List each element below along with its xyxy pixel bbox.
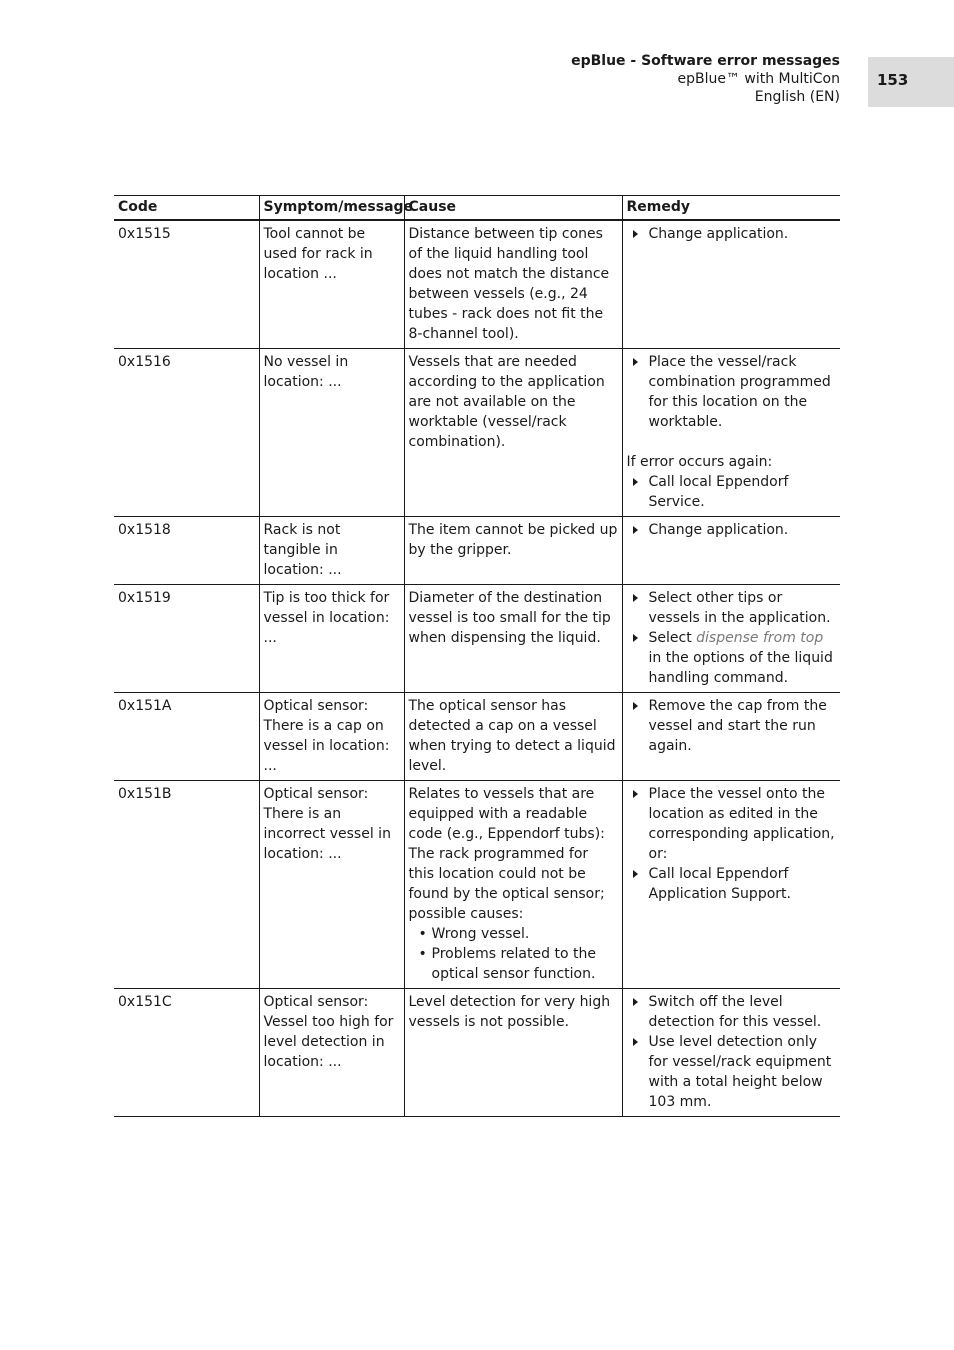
arrow-right-icon [633, 594, 638, 602]
column-header-cause: Cause [404, 196, 622, 221]
arrow-right-icon [633, 1038, 638, 1046]
error-code: 0x151C [114, 989, 259, 1117]
cause-text: The optical sensor has detected a cap on a vessel when trying to detect a liquid level. [404, 693, 622, 781]
arrow-right-icon [633, 230, 638, 238]
remedy-cell [622, 220, 840, 349]
remedy-step: Switch off the level detection for this vessel. [627, 992, 837, 1032]
arrow-right-icon [633, 358, 638, 366]
table-row [114, 220, 840, 349]
cause-text: Distance between tip cones of the liquid handling tool does not match the distance between vessels (e.g., 24 tubes - rack does not fit the 8-channel tool). [404, 220, 622, 349]
arrow-right-icon [633, 478, 638, 486]
language-label: English (EN) [754, 89, 840, 105]
error-code: 0x1518 [114, 517, 259, 585]
remedy-step: Select dispense from top in the options of the liquid handling command. [627, 628, 837, 688]
remedy-cell [622, 781, 840, 989]
cause-bullet: • Problems related to the optical sensor function. [432, 944, 618, 984]
error-code: 0x1519 [114, 585, 259, 693]
symptom-message: No vessel in location: ... [259, 349, 404, 517]
column-header-symptom: Symptom/message [259, 196, 404, 221]
remedy-cell [622, 349, 840, 517]
table-row [114, 349, 840, 517]
cause-text: Level detection for very high vessels is not possible. [404, 989, 622, 1117]
remedy-step: Place the vessel/rack combination programmed for this location on the worktable. [627, 352, 837, 432]
remedy-cell [622, 585, 840, 693]
remedy-cell [622, 989, 840, 1117]
cause-text: Vessels that are needed according to the application are not available on the worktable (vessel/rack combination). [404, 349, 622, 517]
remedy-cell [622, 517, 840, 585]
table-row [114, 781, 840, 989]
remedy-step: Call local Eppendorf Application Support. [627, 864, 837, 904]
table-row [114, 693, 840, 781]
remedy-step: Call local Eppendorf Service. [627, 472, 837, 512]
error-code: 0x151A [114, 693, 259, 781]
remedy-step: Change application. [627, 224, 837, 244]
symptom-message: Optical sensor: There is an incorrect vessel in location: ... [259, 781, 404, 989]
arrow-right-icon [633, 634, 638, 642]
error-code: 0x1516 [114, 349, 259, 517]
table-row [114, 585, 840, 693]
remedy-step: Select other tips or vessels in the application. [627, 588, 837, 628]
table-row [114, 517, 840, 585]
product-name: epBlue™ with MultiCon [677, 71, 840, 87]
column-header-remedy: Remedy [622, 196, 840, 221]
error-code: 0x151B [114, 781, 259, 989]
symptom-message: Rack is not tangible in location: ... [259, 517, 404, 585]
error-messages-table [114, 195, 840, 1117]
column-header-code: Code [114, 196, 259, 221]
remedy-step: Remove the cap from the vessel and start the run again. [627, 696, 837, 756]
arrow-right-icon [633, 790, 638, 798]
cause-bullet: • Wrong vessel. [432, 924, 618, 944]
remedy-cell [622, 693, 840, 781]
cause-text: Diameter of the destination vessel is too small for the tip when dispensing the liquid. [404, 585, 622, 693]
arrow-right-icon [633, 870, 638, 878]
section-title: epBlue - Software error messages [571, 53, 840, 69]
symptom-message: Tip is too thick for vessel in location: ... [259, 585, 404, 693]
cause-text: Relates to vessels that are equipped with a readable code (e.g., Eppendorf tubs): The rack programmed for this location could not be found by the optical sensor; possible causes: [408, 786, 605, 922]
symptom-message: Optical sensor: There is a cap on vessel in location: ... [259, 693, 404, 781]
running-header [571, 52, 840, 106]
parameter-name: dispense from top [696, 630, 824, 646]
arrow-right-icon [633, 998, 638, 1006]
symptom-message: Optical sensor: Vessel too high for level detection in location: ... [259, 989, 404, 1117]
page-number: 153 [868, 57, 954, 107]
table-row [114, 989, 840, 1117]
remedy-step: Change application. [627, 520, 837, 540]
cause-text: The item cannot be picked up by the gripper. [404, 517, 622, 585]
arrow-right-icon [633, 702, 638, 710]
remedy-step: Place the vessel onto the location as edited in the corresponding application, or: [627, 784, 837, 864]
symptom-message: Tool cannot be used for rack in location ... [259, 220, 404, 349]
arrow-right-icon [633, 526, 638, 534]
cause-cell [404, 781, 622, 989]
error-code: 0x1515 [114, 220, 259, 349]
table-header-row [114, 196, 840, 221]
remedy-step: Use level detection only for vessel/rack equipment with a total height below 103 mm. [627, 1032, 837, 1112]
remedy-note: If error occurs again: [626, 454, 773, 470]
